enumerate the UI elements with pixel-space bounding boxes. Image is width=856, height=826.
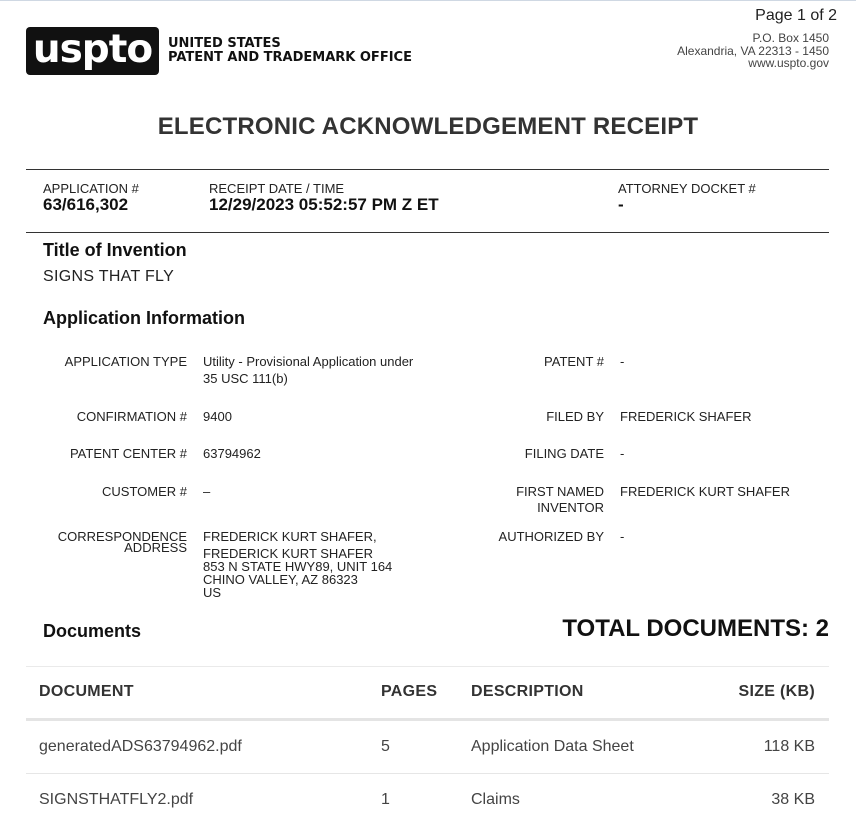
- correspondence-label-line1: CORRESPONDENCE: [57, 529, 187, 544]
- agency-name: [168, 37, 412, 65]
- authorized-by-value: -: [620, 529, 625, 544]
- document-name: SIGNSTHATFLY2.pdf: [39, 791, 194, 808]
- agency-name-line2: PATENT AND TRADEMARK OFFICE: [168, 50, 412, 65]
- application-type-line2: 35 USC 111(b): [203, 371, 288, 386]
- table-row: [26, 773, 829, 826]
- correspondence-address-value: [203, 530, 392, 599]
- total-documents: TOTAL DOCUMENTS: 2: [562, 615, 829, 642]
- confirmation-value: 9400: [203, 409, 232, 424]
- document-pages: 1: [381, 791, 390, 808]
- first-named-inventor-label-line1: FIRST NAMED: [516, 484, 604, 499]
- document-description: Application Data Sheet: [471, 738, 634, 755]
- application-number-block: [43, 182, 139, 214]
- office-address: [677, 32, 829, 70]
- header-divider-top: [26, 169, 829, 170]
- attorney-docket-label: ATTORNEY DOCKET #: [618, 181, 756, 196]
- correspondence-line5: US: [203, 585, 222, 600]
- table-row: [26, 721, 829, 773]
- page-indicator: Page 1 of 2: [755, 7, 837, 24]
- address-website: www.uspto.gov: [748, 56, 829, 70]
- agency-name-line1: UNITED STATES: [168, 36, 281, 51]
- correspondence-line3: 853 N STATE HWY89, UNIT 164: [203, 559, 393, 574]
- column-header-pages: PAGES: [381, 683, 438, 700]
- receipt-date-block: [209, 182, 439, 214]
- first-named-inventor-label-line2: INVENTOR: [537, 500, 604, 515]
- application-number-label: APPLICATION #: [43, 181, 139, 196]
- patent-center-label: PATENT CENTER #: [69, 446, 187, 461]
- filing-date-value: -: [620, 446, 625, 461]
- uspto-logo: uspto: [26, 27, 159, 75]
- column-header-document: DOCUMENT: [39, 683, 134, 700]
- filed-by-value: FREDERICK SHAFER: [620, 409, 752, 424]
- column-header-size: SIZE (KB): [738, 683, 815, 700]
- application-type-label: APPLICATION TYPE: [64, 354, 187, 369]
- correspondence-address-label: [40, 530, 187, 554]
- patent-center-value: 63794962: [203, 446, 261, 461]
- invention-heading: Title of Invention: [43, 240, 187, 260]
- receipt-date-label: RECEIPT DATE / TIME: [209, 181, 345, 196]
- application-type-value: [203, 355, 413, 385]
- header-divider-bottom: [26, 232, 829, 233]
- document-description: Claims: [471, 791, 520, 808]
- correspondence-line4: CHINO VALLEY, AZ 86323: [203, 572, 358, 587]
- document-pages: 5: [381, 738, 390, 755]
- top-border: [0, 0, 856, 1]
- address-line1: P.O. Box 1450: [752, 31, 829, 45]
- attorney-docket-block: [618, 182, 756, 214]
- address-line2: Alexandria, VA 22313 - 1450: [677, 43, 829, 58]
- first-named-inventor-value: FREDERICK KURT SHAFER: [620, 484, 790, 499]
- first-named-inventor-label: [440, 485, 604, 514]
- table-header-row: [26, 666, 829, 721]
- authorized-by-label: AUTHORIZED BY: [498, 529, 604, 544]
- document-name: generatedADS63794962.pdf: [39, 738, 242, 755]
- application-info-heading: Application Information: [43, 308, 245, 328]
- receipt-date-value: 12/29/2023 05:52:57 PM Z ET: [209, 195, 439, 214]
- documents-heading: Documents: [43, 621, 142, 641]
- attorney-docket-value: -: [618, 195, 624, 214]
- application-number-value: 63/616,302: [43, 195, 129, 214]
- filing-date-label: FILING DATE: [524, 446, 604, 461]
- customer-label: CUSTOMER #: [102, 484, 187, 499]
- invention-title: SIGNS THAT FLY: [43, 268, 175, 285]
- correspondence-line2: FREDERICK KURT SHAFER: [203, 546, 373, 561]
- correspondence-label-line2: ADDRESS: [124, 540, 187, 555]
- document-size: 118 KB: [763, 738, 815, 755]
- correspondence-line1: FREDERICK KURT SHAFER,: [203, 529, 377, 544]
- application-type-line1: Utility - Provisional Application under: [203, 354, 414, 369]
- patent-number-value: -: [620, 354, 625, 369]
- document-size: 38 KB: [771, 791, 815, 808]
- customer-value: –: [203, 484, 211, 499]
- patent-number-label: PATENT #: [544, 354, 604, 369]
- documents-table: [26, 666, 829, 826]
- page-title: ELECTRONIC ACKNOWLEDGEMENT RECEIPT: [157, 113, 699, 140]
- confirmation-label: CONFIRMATION #: [76, 409, 187, 424]
- filed-by-label: FILED BY: [546, 409, 604, 424]
- column-header-description: DESCRIPTION: [471, 683, 584, 700]
